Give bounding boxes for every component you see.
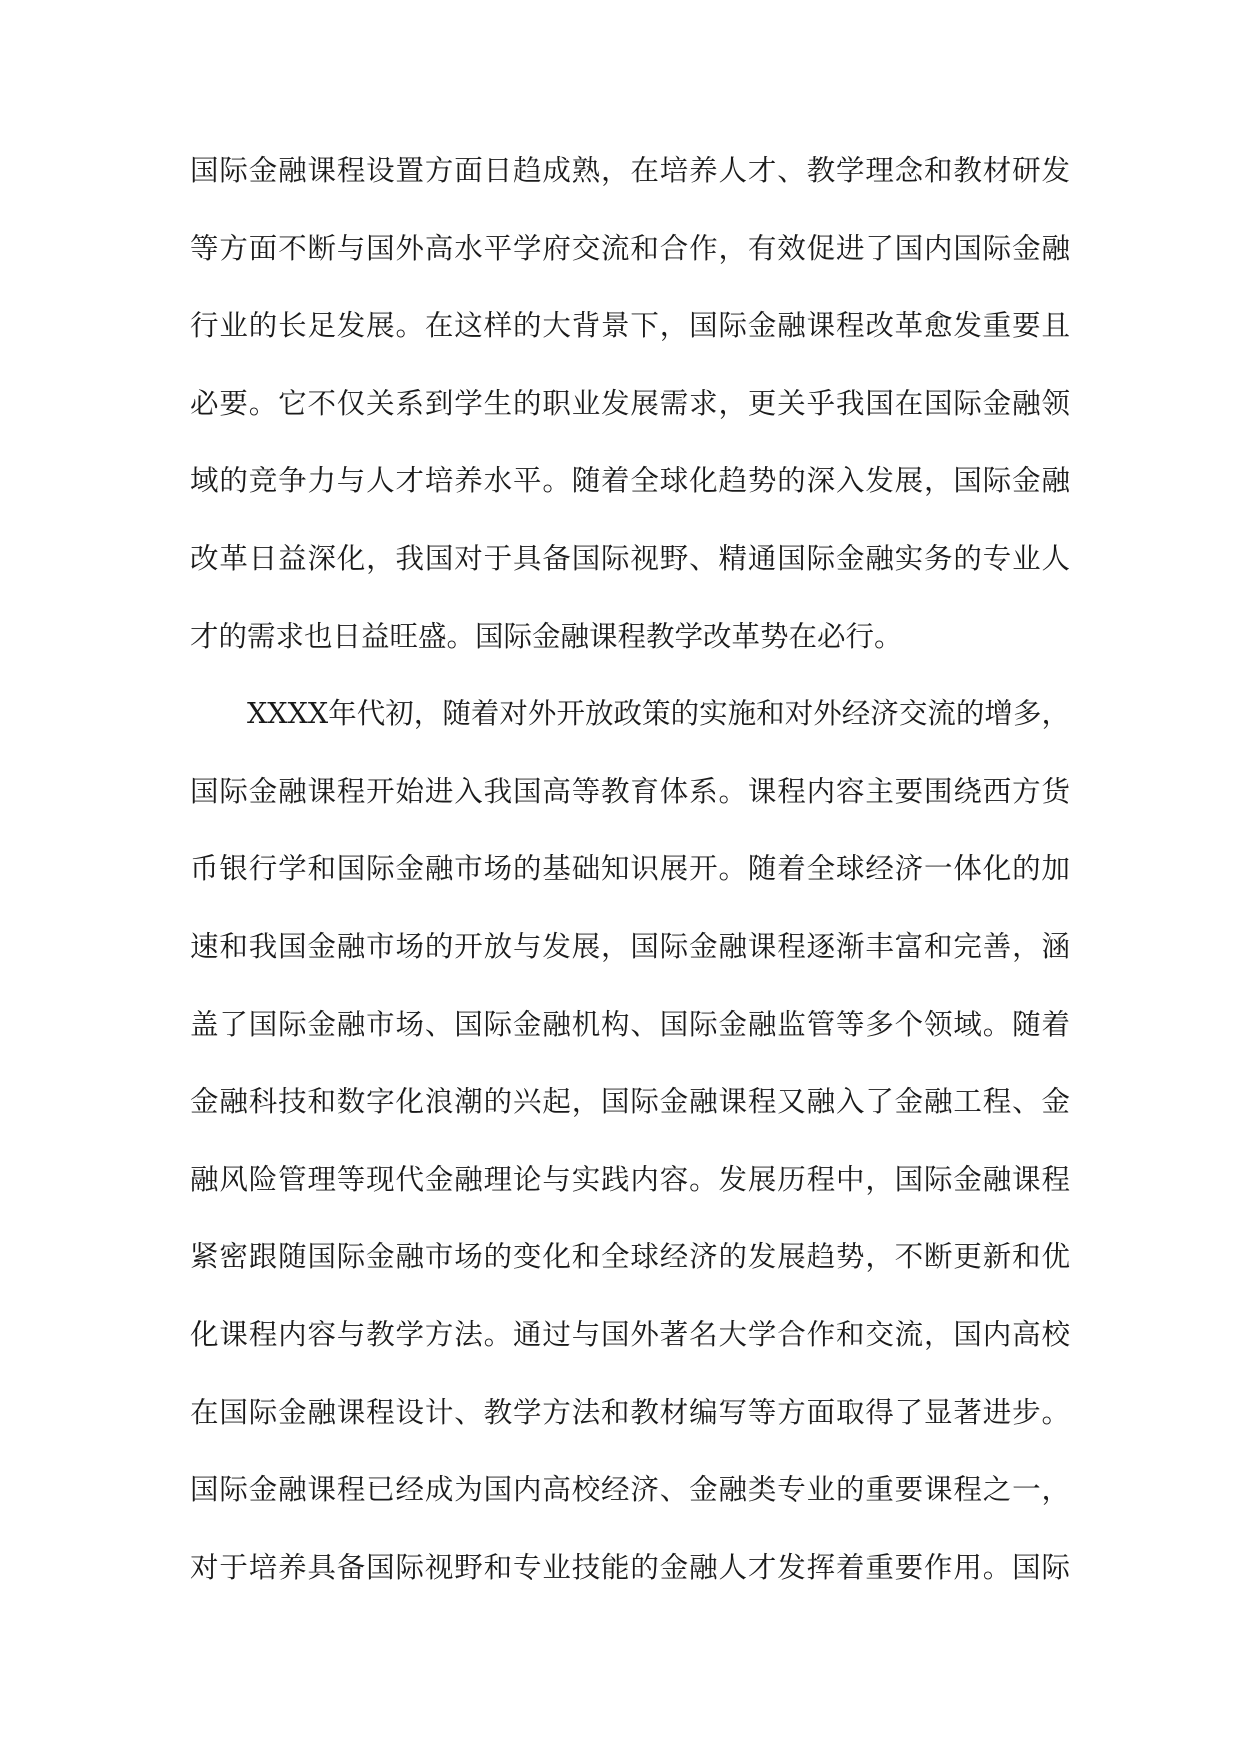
body-text xyxy=(190,145,1070,1619)
text-line: 行业的长足发展。在这样的大背景下，国际金融课程改革愈发重要且 xyxy=(190,309,1070,343)
text-line: 紧密跟随国际金融市场的变化和全球经济的发展趋势，不断更新和优 xyxy=(190,1240,1070,1274)
text-line: 国际金融课程已经成为国内高校经济、金融类专业的重要课程之一， xyxy=(190,1473,1070,1507)
text-line: 融风险管理等现代金融理论与实践内容。发展历程中，国际金融课程 xyxy=(190,1162,1070,1196)
paragraph-start-line: XXXX年代初，随着对外开放政策的实施和对外经济交流的增多， xyxy=(247,697,1070,731)
text-line: 必要。它不仅关系到学生的职业发展需求，更关乎我国在国际金融领 xyxy=(190,386,1070,420)
text-line: 国际金融课程开始进入我国高等教育体系。课程内容主要围绕西方货 xyxy=(190,774,1070,808)
text-line: 速和我国金融市场的开放与发展，国际金融课程逐渐丰富和完善，涵 xyxy=(190,929,1070,963)
text-line: 币银行学和国际金融市场的基础知识展开。随着全球经济一体化的加 xyxy=(190,852,1070,886)
text-line: 盖了国际金融市场、国际金融机构、国际金融监管等多个领域。随着 xyxy=(190,1007,1070,1041)
text-line: 对于培养具备国际视野和专业技能的金融人才发挥着重要作用。国际 xyxy=(190,1550,1070,1584)
text-line: 改革日益深化，我国对于具备国际视野、精通国际金融实务的专业人 xyxy=(190,541,1070,575)
text-line: 域的竞争力与人才培养水平。随着全球化趋势的深入发展，国际金融 xyxy=(190,464,1070,498)
paragraph-end-line: 才的需求也日益旺盛。国际金融课程教学改革势在必行。 xyxy=(190,619,903,653)
text-line: 国际金融课程设置方面日趋成熟，在培养人才、教学理念和教材研发 xyxy=(190,154,1070,187)
text-line: 等方面不断与国外高水平学府交流和合作，有效促进了国内国际金融 xyxy=(190,231,1070,265)
text-line: 金融科技和数字化浪潮的兴起，国际金融课程又融入了金融工程、金 xyxy=(190,1085,1070,1119)
text-line: 化课程内容与教学方法。通过与国外著名大学合作和交流，国内高校 xyxy=(190,1317,1070,1351)
text-line: 在国际金融课程设计、教学方法和教材编写等方面取得了显著进步。 xyxy=(190,1395,1070,1429)
